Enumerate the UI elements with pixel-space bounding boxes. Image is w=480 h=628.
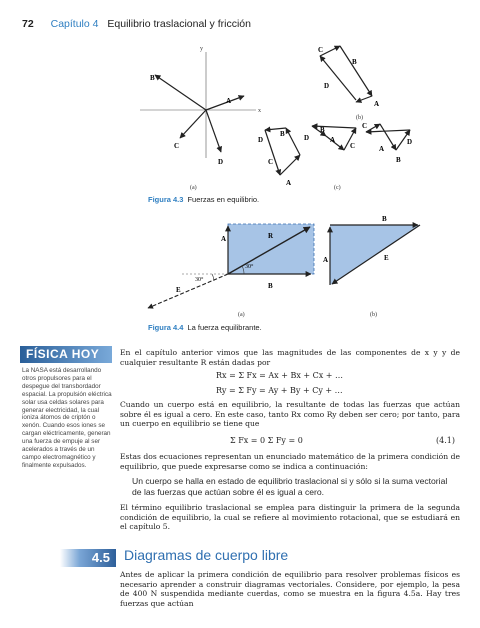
angle-arc-left (212, 274, 214, 281)
label-d-c3: D (407, 138, 413, 146)
label-a-b: A (374, 100, 380, 108)
label-c-c2: C (350, 142, 356, 150)
label-d-c2: D (304, 134, 310, 142)
label-e-44b: E (384, 254, 389, 262)
sidebar-heading: FÍSICA HOY (20, 346, 112, 363)
label-c-c3: C (362, 122, 368, 130)
vector-d-b (356, 96, 372, 102)
label-b-c1: B (280, 130, 285, 138)
figure-4-4-caption-text: La fuerza equilibrante. (187, 323, 262, 332)
equation-sum: Σ Fx = 0 Σ Fy = 0 (230, 436, 303, 445)
label-b: B (150, 74, 155, 82)
label-d-b: D (324, 82, 330, 90)
vector-d-c1 (265, 130, 280, 175)
label-r-44a: R (268, 232, 274, 240)
angle-label-right: 30° (245, 264, 254, 270)
figure-4-3-caption (148, 195, 259, 204)
label-b-44b: B (382, 215, 387, 223)
vector-a-a (206, 96, 244, 110)
label-e-44a: E (176, 286, 181, 294)
equation-ry: Ry = Σ Fy = Ay + By + Cy + … (216, 386, 343, 395)
body-paragraph-3: Estas dos ecuaciones representan un enunciado matemático de la primera condición de equilibrio, que puede expresarse como se indica a continuación: (120, 452, 460, 471)
vector-a-c1 (286, 128, 300, 155)
label-a-c3: A (379, 145, 385, 153)
label-c: C (174, 142, 180, 150)
vector-e-44a (148, 274, 228, 308)
section-title: Diagramas de cuerpo libre (124, 547, 289, 563)
angle-label-left: 30° (195, 277, 204, 283)
figure-4-3-caption-text: Fuerzas en equilibrio. (187, 195, 260, 204)
vector-b-c3 (366, 130, 410, 132)
label-d: D (218, 158, 224, 166)
vector-c-a (180, 110, 206, 138)
fig43-sub-a: (a) (190, 185, 197, 191)
chapter-label: Capítulo 4 (50, 18, 99, 30)
equation-number: (4.1) (436, 436, 455, 445)
fig43-sub-c: (c) (334, 185, 341, 191)
page-number: 72 (22, 18, 34, 30)
label-a-44a: A (221, 235, 227, 243)
label-d-c1: D (258, 136, 264, 144)
body-paragraph-2: Cuando un cuerpo está en equilibrio, la resultante de todas las fuerzas que actúan sobre él es igual a cero. En este caso, tanto Rx como Ry deben ser cero; por tanto, para un cuerpo en equilibrio se tiene que (120, 400, 460, 429)
equation-rx: Rx = Σ Fx = Ax + Bx + Cx + … (216, 371, 344, 380)
vector-a-b (340, 46, 372, 96)
fig43-sub-b: (b) (356, 115, 363, 121)
axis-y-label: y (200, 46, 203, 52)
label-a-c1: A (286, 179, 292, 187)
figure-4-3-label: Figura 4.3 (148, 195, 184, 204)
axis-x-label: x (258, 108, 261, 114)
label-b-c3: B (396, 156, 401, 164)
figure-4-4-label: Figura 4.4 (148, 323, 184, 332)
label-a-44b: A (323, 256, 329, 264)
label-c-b: C (318, 46, 324, 54)
chapter-title: Equilibrio traslacional y fricción (107, 18, 251, 30)
label-c-c1: C (268, 158, 274, 166)
label-a-c2: A (330, 136, 336, 144)
section-paragraph-1: Antes de aplicar la primera condición de equilibrio para resolver problemas físicos es necesario aprender a construir diagramas vectoriales. Considere, por ejemplo, la pesa de 400 N suspendida mediante cuerdas, como se muestra en la figura 4.5a. Hay tres fuerzas que actúan (120, 570, 460, 608)
vector-b-a (155, 75, 206, 110)
body-paragraph-4: El término equilibrio traslacional se emplea para distinguir la primera de la segunda condición de equilibrio, la cual se refiere al movimiento rotacional, que se estudiará en el capítulo 5. (120, 503, 460, 532)
vector-c-c1 (280, 155, 300, 175)
label-a: A (226, 97, 232, 105)
vector-d-c2 (312, 126, 356, 128)
label-b-b: B (352, 58, 357, 66)
fig44-sub-a: (a) (238, 312, 245, 318)
label-b-44a: B (268, 282, 273, 290)
condition-statement: Un cuerpo se halla en estado de equilibrio traslacional si y sólo si la suma vectorial de las fuerzas que actúan sobre él es igual a cero. (132, 476, 448, 497)
figure-4-3 (0, 0, 480, 215)
vector-c-c3 (366, 124, 380, 132)
sidebar-text: La NASA está desarrollando otros propulsores para el despegue del transbordador espacial. La propulsión eléctrica solar usa celdas solares para generar electricidad, la cual ioniza átomos de criptón o xenón. Cuando esos iones se cargan eléctricamente, generan una fuerza de empuje al ser acelerados a través de un campo electromagnético y finalmente expulsados. (22, 367, 112, 469)
fig44-sub-b: (b) (370, 312, 377, 318)
body-paragraph-1: En el capítulo anterior vimos que las magnitudes de las componentes de x y y de cualquier resultante R están dadas por (120, 348, 460, 367)
figure-4-4 (0, 210, 480, 330)
vector-d-a (206, 110, 221, 152)
figure-4-4-caption (148, 323, 262, 332)
section-number-badge: 4.5 (60, 549, 116, 567)
label-b-c2: B (320, 126, 325, 134)
